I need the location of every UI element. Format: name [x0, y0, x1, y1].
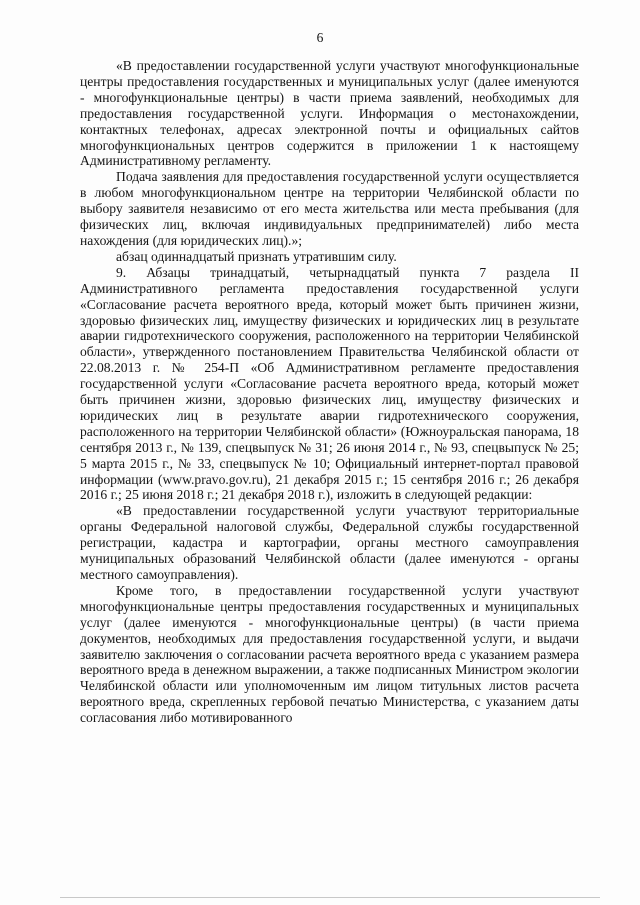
paragraph-territorial-bodies: «В предоставлении государственной услуги участвуют территориальные органы Федеральной налоговой службы, Федеральной службы государственной регистрации, кадастра и картографии, органы местного самоуправления муниципальных образований Челябинской области (далее именуются - органы местного самоуправления). — [80, 503, 579, 582]
paragraph-item-9: 9. Абзацы тринадцатый, четырнадцатый пункта 7 раздела II Административного регламента предоставления государственной услуги «Согласование расчета вероятного вреда, который может быть причинен жизни, здоровью физических лиц, имуществу физических и юридических лиц в результате аварии гидротехнического сооружения, расположенного на территории Челябинской области», утвержденного постановлением Правительства Челябинской области от 22.08.2013 г. № 254-П «Об Административном регламенте предоставления государственной услуги «Согласование расчета вероятного вреда, который может быть причинен жизни, здоровью физических лиц, имуществу физических и юридических лиц в результате аварии гидротехнического сооружения, расположенного на территории Челябинской области» (Южноуральская панорама, 18 сентября 2013 г., № 139, спецвыпуск № 31; 26 июня 2014 г., № 93, спецвыпуск № 25; 5 марта 2015 г., № 33, спецвыпуск № 10; Официальный интернет-портал правовой информации (www.pravo.gov.ru), 21 декабря 2015 г.; 15 сентября 2016 г.; 26 декабря 2016 г.; 25 июня 2018 г.; 21 декабря 2018 г.), изложить в следующей редакции: — [80, 264, 579, 503]
paragraph-application-submission: Подача заявления для предоставления государственной услуги осуществляется в любом многофункциональном центре на территории Челябинской области по выбору заявителя независимо от его места жительства или места пребывания (для физических лиц, включая индивидуальных предпринимателей) либо места нахождения (для юридических лиц).»; — [80, 169, 579, 248]
paragraph-mfc-participation: «В предоставлении государственной услуги участвуют многофункциональные центры предоставления государственных и муниципальных услуг (далее именуются - многофункциональные центры) в части приема заявлений, необходимых для предоставления государственной услуги. Информация о местонахождении, контактных телефонах, адресах электронной почты и официальных сайтов многофункциональных центров содержится в приложении 1 к настоящему Административному регламенту. — [80, 58, 579, 169]
page-number: 6 — [316, 30, 324, 45]
document-body — [80, 58, 579, 726]
paragraph-additionally-mfc: Кроме того, в предоставлении государственной услуги участвуют многофункциональные центры предоставления государственных и муниципальных услуг (далее именуются - многофункциональные центры) (в части приема документов, необходимых для предоставления государственной услуги, и выдачи заявителю заключения о согласовании расчета вероятного вреда с указанием размера вероятного вреда в денежном выражении, а также подписанных Министром экологии Челябинской области или уполномоченным им лицом титульных листов расчета вероятного вреда, скрепленных гербовой печатью Министерства, с указанием даты согласования либо мотивированного — [80, 582, 579, 726]
scan-edge-line — [60, 897, 600, 898]
paragraph-eleventh-repealed: абзац одиннадцатый признать утратившим силу. — [116, 248, 397, 264]
